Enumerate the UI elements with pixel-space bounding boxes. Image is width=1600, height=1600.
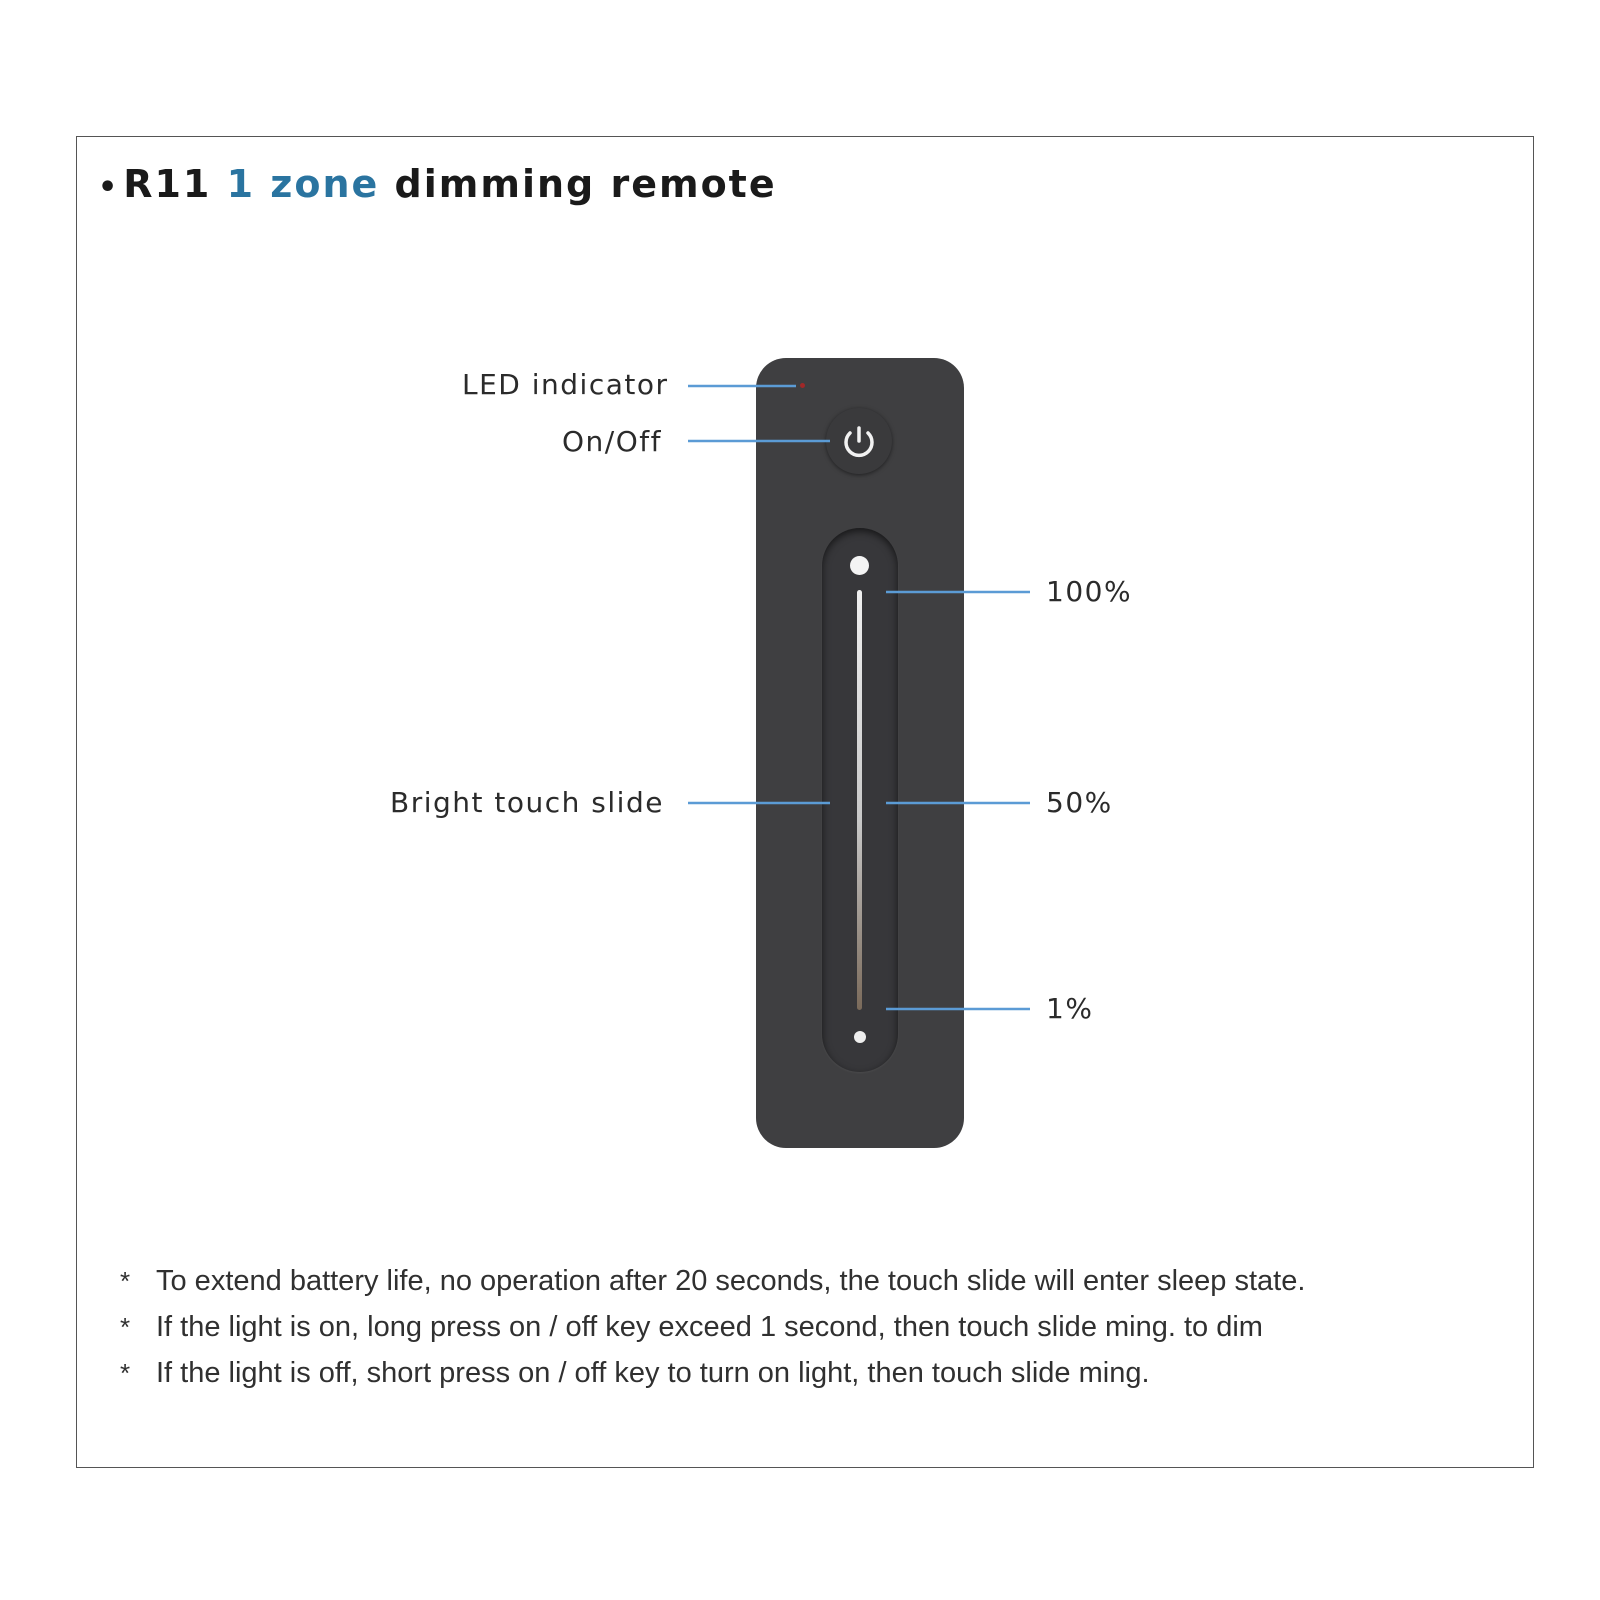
note-item [120,1304,1305,1350]
label-led-indicator: LED indicator [462,368,669,401]
title-description: dimming remote [394,162,777,206]
notes-list [120,1258,1305,1396]
label-on-off: On/Off [562,425,662,458]
label-100-percent: 100% [1046,575,1133,608]
note-text: If the light is on, long press on / off key exceed 1 second, then touch slide ming. to dim [156,1310,1263,1343]
title-model: R11 [123,162,212,206]
note-marker: * [120,1357,131,1388]
note-marker: * [120,1311,131,1342]
label-1-percent: 1% [1046,992,1094,1025]
note-text: If the light is off, short press on / off key to turn on light, then touch slide ming. [156,1356,1150,1389]
note-item [120,1350,1305,1396]
note-item [120,1258,1305,1304]
label-bright-touch-slide: Bright touch slide [390,786,664,819]
note-text: To extend battery life, no operation after 20 seconds, the touch slide will enter sleep state. [156,1264,1306,1297]
note-marker: * [120,1265,131,1296]
label-50-percent: 50% [1046,786,1113,819]
title-zone-highlight: 1 zone [226,162,380,206]
title-bullet: • [98,170,120,205]
